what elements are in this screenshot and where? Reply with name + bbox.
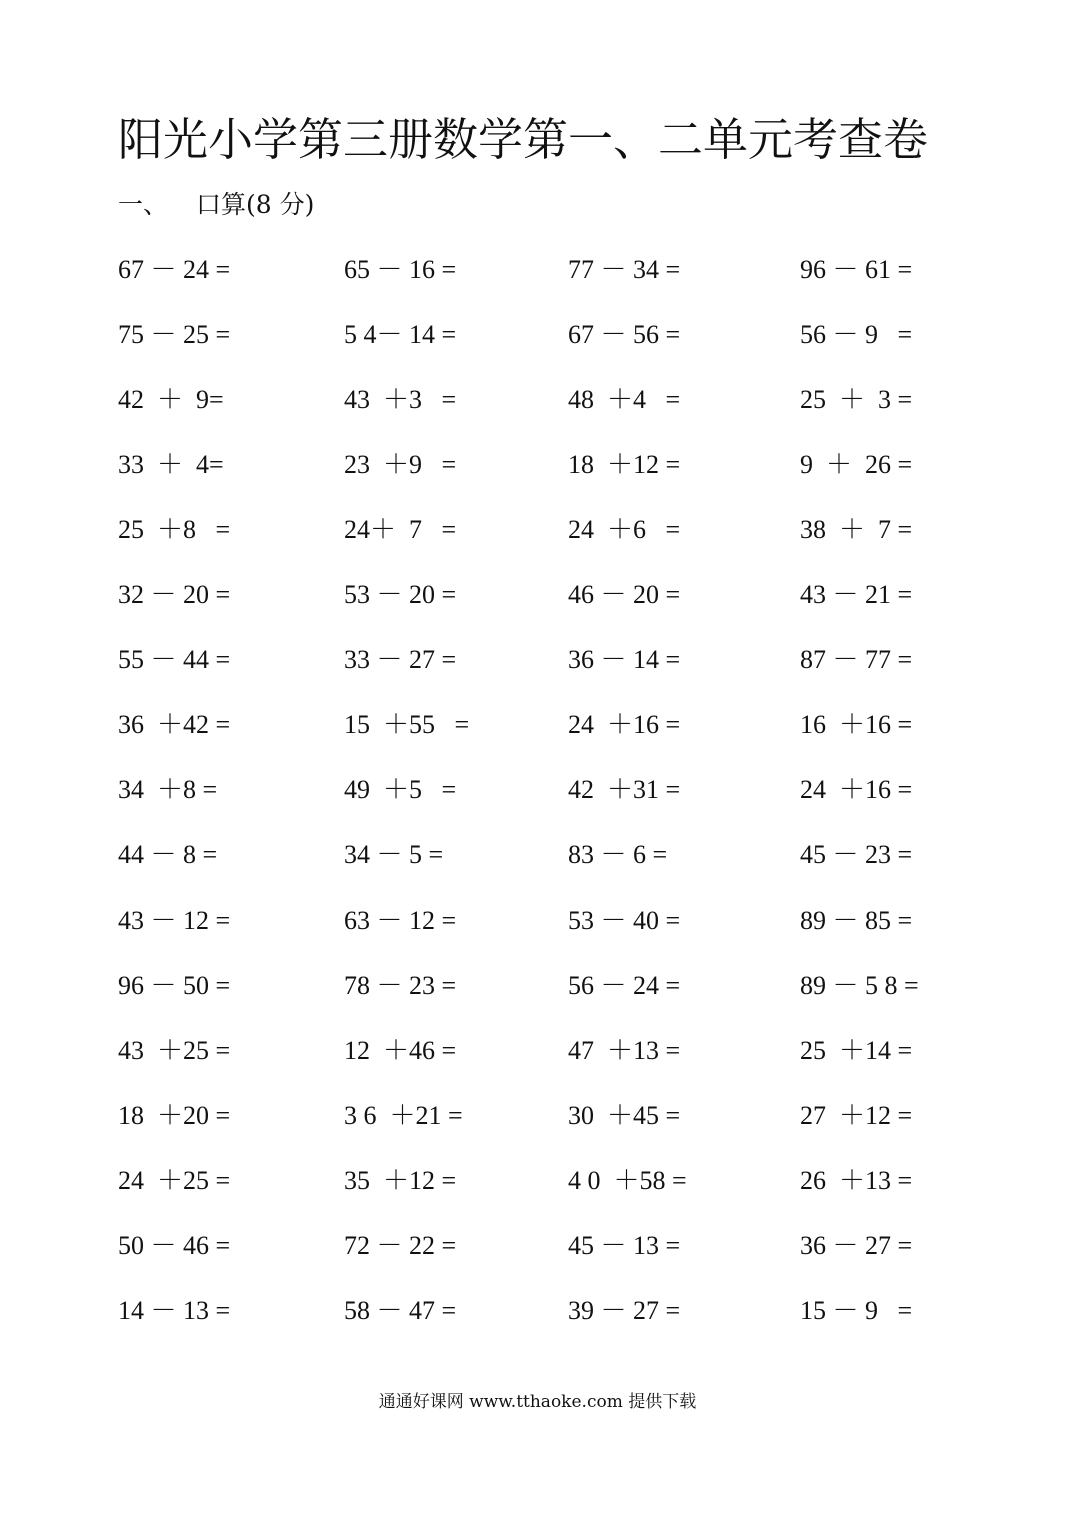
problem-row (0, 380, 1075, 420)
problem-item: 24 ＋25 = (118, 1165, 231, 1195)
problem-row (0, 901, 1075, 941)
problem-item: 43 － 12 = (118, 905, 231, 935)
problem-item: 78 － 23 = (344, 970, 457, 1000)
problem-item: 89 － 85 = (800, 905, 913, 935)
problem-item: 44 － 8 = (118, 840, 218, 870)
problem-item: 33 － 27 = (344, 645, 457, 675)
problem-row (0, 966, 1075, 1006)
problem-item: 43 － 21 = (800, 580, 913, 610)
problem-item: 33 ＋ 4= (118, 450, 224, 480)
problem-item: 49 ＋5 = (344, 775, 457, 805)
problem-item: 48 ＋4 = (568, 385, 681, 415)
problem-row (0, 705, 1075, 745)
problem-item: 24 ＋6 = (568, 515, 681, 545)
problem-item: 24＋ 7 = (344, 515, 457, 545)
problem-item: 96 － 50 = (118, 970, 231, 1000)
problem-item: 77 － 34 = (568, 255, 681, 284)
problem-item: 87 － 77 = (800, 645, 913, 675)
problem-item: 32 － 20 = (118, 580, 231, 610)
problem-item: 36 － 27 = (800, 1230, 913, 1260)
problem-row (0, 1161, 1075, 1201)
problem-row (0, 835, 1075, 875)
problem-item: 34 ＋8 = (118, 775, 218, 805)
problem-row (0, 575, 1075, 615)
problem-item: 25 ＋14 = (800, 1035, 913, 1065)
problem-item: 9 ＋ 26 = (800, 450, 913, 480)
problem-row (0, 1031, 1075, 1071)
problem-item: 63 － 12 = (344, 905, 457, 935)
problem-row (0, 445, 1075, 485)
problem-item: 45 － 23 = (800, 840, 913, 870)
problem-item: 75 － 25 = (118, 320, 231, 350)
problem-item: 18 ＋12 = (568, 450, 681, 480)
problem-item: 47 ＋13 = (568, 1035, 681, 1065)
problem-row (0, 1226, 1075, 1266)
problem-item: 24 ＋16 = (568, 710, 681, 740)
problem-item: 30 ＋45 = (568, 1100, 681, 1130)
problem-item: 43 ＋3 = (344, 385, 457, 415)
problem-item: 25 ＋8 = (118, 515, 231, 545)
problem-row (0, 315, 1075, 355)
problem-item: 38 ＋ 7 = (800, 515, 913, 545)
problem-item: 83 － 6 = (568, 840, 668, 870)
section-label: 口算(8 分) (196, 190, 315, 219)
problem-item: 36 ＋42 = (118, 710, 231, 740)
problem-item: 65 － 16 = (344, 255, 457, 284)
problem-item: 35 ＋12 = (344, 1165, 457, 1195)
problem-item: 5 4－ 14 = (344, 320, 457, 350)
problem-item: 56 － 9 = (800, 320, 913, 350)
problem-item: 26 ＋13 = (800, 1165, 913, 1195)
problem-row (0, 1291, 1075, 1331)
problem-item: 3 6 ＋21 = (344, 1100, 463, 1130)
problem-item: 45 － 13 = (568, 1230, 681, 1260)
problem-item: 58 － 47 = (344, 1295, 457, 1325)
page-title: 阳光小学第三册数学第一、二单元考查卷 (118, 113, 929, 166)
problem-item: 15 － 9 = (800, 1295, 913, 1325)
problem-item: 55 － 44 = (118, 645, 231, 675)
problem-item: 12 ＋46 = (344, 1035, 457, 1065)
problem-item: 56 － 24 = (568, 970, 681, 1000)
section-number: 一、 (118, 190, 169, 219)
problem-item: 67 － 24 = (118, 255, 231, 284)
problem-row (0, 1096, 1075, 1136)
problem-item: 34 － 5 = (344, 840, 444, 870)
problem-item: 23 ＋9 = (344, 450, 457, 480)
problem-item: 72 － 22 = (344, 1230, 457, 1260)
problem-row (0, 510, 1075, 550)
problem-item: 14 － 13 = (118, 1295, 231, 1325)
problem-item: 18 ＋20 = (118, 1100, 231, 1130)
problem-item: 50 － 46 = (118, 1230, 231, 1260)
problem-item: 24 ＋16 = (800, 775, 913, 805)
problem-item: 43 ＋25 = (118, 1035, 231, 1065)
problem-item: 42 ＋ 9= (118, 385, 224, 415)
problem-item: 53 － 20 = (344, 580, 457, 610)
problem-item: 15 ＋55 = (344, 710, 470, 740)
problem-row (0, 640, 1075, 680)
problem-item: 53 － 40 = (568, 905, 681, 935)
problem-item: 25 ＋ 3 = (800, 385, 913, 415)
problem-item: 4 0 ＋58 = (568, 1165, 687, 1195)
problem-item: 67 － 56 = (568, 320, 681, 350)
footer-text: 通通好课网 www.tthaoke.com 提供下载 (378, 1392, 697, 1412)
problem-row (0, 250, 1075, 290)
problem-row (0, 770, 1075, 810)
problem-item: 36 － 14 = (568, 645, 681, 675)
problem-item: 89 － 5 8 = (800, 970, 919, 1000)
problem-item: 42 ＋31 = (568, 775, 681, 805)
problem-item: 27 ＋12 = (800, 1100, 913, 1130)
problem-item: 39 － 27 = (568, 1295, 681, 1325)
problem-item: 46 － 20 = (568, 580, 681, 610)
problem-item: 96 － 61 = (800, 255, 913, 284)
problem-item: 16 ＋16 = (800, 710, 913, 740)
